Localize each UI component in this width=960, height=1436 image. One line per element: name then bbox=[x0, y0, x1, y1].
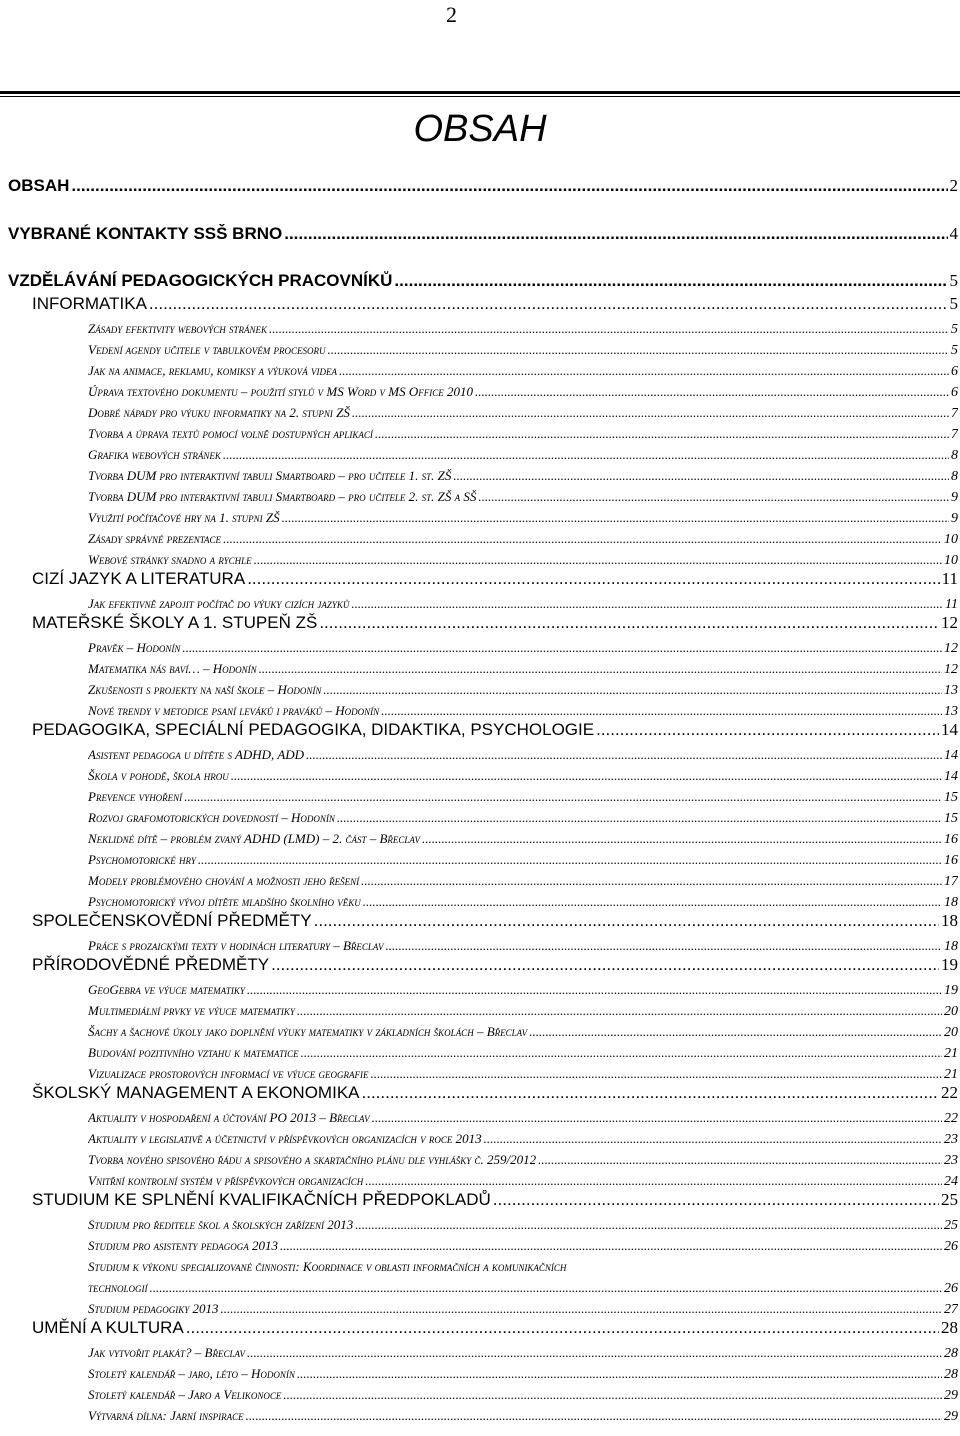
toc-entry-page: 20 bbox=[944, 1004, 958, 1019]
toc-entry-page: 14 bbox=[944, 769, 958, 784]
toc-entry-title: CIZÍ JAZYK A LITERATURA bbox=[32, 569, 246, 588]
toc-entry[interactable] bbox=[88, 852, 958, 869]
toc-leader-dots bbox=[297, 1366, 942, 1382]
toc-entry[interactable] bbox=[8, 271, 958, 291]
toc-entry-page: 15 bbox=[944, 790, 958, 805]
toc-entry[interactable] bbox=[88, 1345, 958, 1362]
toc-leader-dots bbox=[297, 1003, 942, 1019]
toc-leader-dots bbox=[221, 1301, 943, 1317]
toc-entry-page: 12 bbox=[944, 662, 958, 677]
toc-entry-title: Výtvarná dílna: Jarní inspirace bbox=[88, 1408, 244, 1423]
toc-leader-dots bbox=[231, 768, 942, 784]
toc-entry[interactable] bbox=[88, 810, 958, 827]
toc-entry-page: 20 bbox=[944, 1025, 958, 1040]
toc-leader-dots bbox=[247, 982, 942, 998]
toc-entry[interactable] bbox=[88, 1045, 958, 1062]
toc-entry[interactable] bbox=[88, 384, 958, 401]
toc-entry-title: Jak vytvořit plakát? – Břeclav bbox=[88, 1345, 246, 1360]
toc-entry[interactable] bbox=[88, 552, 958, 569]
toc-entry-title: Psychomotorický vývoj dítěte mladšího školního věku bbox=[88, 894, 361, 909]
toc-leader-dots bbox=[478, 489, 949, 505]
toc-entry[interactable] bbox=[88, 1387, 958, 1404]
toc-entry[interactable] bbox=[88, 747, 958, 764]
toc-entry-page: 26 bbox=[944, 1239, 958, 1254]
toc-leader-dots bbox=[323, 682, 942, 698]
toc-leader-dots bbox=[269, 321, 949, 337]
toc-entry[interactable] bbox=[88, 531, 958, 548]
toc-entry-title: Matematika nás baví… – Hodonín bbox=[88, 661, 257, 676]
toc-entry-page: 13 bbox=[944, 704, 958, 719]
toc-leader-dots bbox=[361, 873, 942, 889]
toc-leader-dots bbox=[394, 271, 947, 291]
toc-entry-title: Stoletý kalendář – jaro, léto – Hodonín bbox=[88, 1366, 295, 1381]
toc-leader-dots bbox=[529, 1024, 942, 1040]
toc-entry-title: Jak na animace, reklamu, komiksy a výuková videa bbox=[88, 363, 338, 378]
toc-leader-dots bbox=[271, 955, 939, 975]
toc-entry-title: Asistent pedagoga u dítěte s ADHD, ADD bbox=[88, 747, 305, 762]
toc-entry[interactable] bbox=[88, 363, 958, 380]
toc-entry-page: 19 bbox=[941, 955, 958, 974]
toc-entry-page: 5 bbox=[951, 322, 958, 337]
toc-leader-dots bbox=[186, 1318, 939, 1338]
toc-entry-page: 12 bbox=[944, 641, 958, 656]
toc-entry-page: 26 bbox=[944, 1281, 958, 1296]
toc-entry[interactable] bbox=[32, 613, 958, 633]
toc-leader-dots bbox=[422, 831, 942, 847]
toc-entry-page: 28 bbox=[941, 1318, 958, 1337]
toc-entry[interactable] bbox=[88, 1238, 958, 1255]
toc-entry[interactable] bbox=[88, 321, 958, 338]
toc-entry-page: 23 bbox=[944, 1153, 958, 1168]
toc-entry[interactable] bbox=[88, 1366, 958, 1383]
toc-leader-dots bbox=[283, 1387, 942, 1403]
toc-leader-dots bbox=[475, 384, 949, 400]
toc-entry[interactable] bbox=[88, 661, 958, 678]
toc-entry-title: GeoGebra ve výuce matematiky bbox=[88, 982, 245, 997]
toc-entry-title: Aktuality v legislativě a účetnictví v příspěvkových organizacích v roce 2013 bbox=[88, 1131, 482, 1146]
toc-entry-page: 11 bbox=[941, 569, 958, 588]
toc-entry-page: 17 bbox=[944, 874, 958, 889]
toc-entry-title: Webové stránky snadno a rychle bbox=[88, 552, 252, 567]
page-title: OBSAH bbox=[413, 108, 547, 150]
toc-entry-title: Studium pro ředitele škol a školských zařízení 2013 bbox=[88, 1217, 354, 1232]
toc-entry-page: 19 bbox=[944, 983, 958, 998]
toc-leader-dots bbox=[365, 1173, 942, 1189]
toc-entry-page: 28 bbox=[944, 1367, 958, 1382]
toc-entry-title: Nové trendy v metodice psaní leváků i praváků – Hodonín bbox=[88, 703, 380, 718]
toc-entry-title: Grafika webových stránek bbox=[88, 447, 221, 462]
toc-entry[interactable] bbox=[88, 1301, 958, 1318]
toc-entry-title: Dobré nápady pro výuku informatiky na 2. stupni ZŠ bbox=[88, 405, 350, 420]
toc-entry-page: 21 bbox=[944, 1067, 958, 1082]
toc-leader-dots bbox=[351, 596, 943, 612]
toc-entry-title: UMĚNÍ A KULTURA bbox=[32, 1318, 184, 1337]
toc-entry[interactable] bbox=[32, 294, 958, 314]
toc-entry-page: 29 bbox=[944, 1409, 958, 1424]
toc-entry-title: STUDIUM KE SPLNĚNÍ KVALIFIKAČNÍCH PŘEDPOKLADŮ bbox=[32, 1190, 491, 1209]
toc-entry[interactable] bbox=[88, 1131, 958, 1148]
toc-entry-page: 10 bbox=[944, 532, 958, 547]
toc-entry-page: 13 bbox=[944, 683, 958, 698]
toc-entry-title: Modely problémového chování a možnosti jeho řešení bbox=[88, 873, 360, 888]
toc-entry-title: Budování pozitivního vztahu k matematice bbox=[88, 1045, 299, 1060]
toc-entry-title: Psychomotorické hry bbox=[88, 852, 196, 867]
toc-entry-page: 8 bbox=[951, 448, 958, 463]
toc-entry-page: 23 bbox=[944, 1132, 958, 1147]
toc-entry-page: 9 bbox=[951, 490, 958, 505]
toc-entry[interactable] bbox=[32, 1083, 958, 1103]
toc-leader-dots bbox=[363, 894, 942, 910]
toc-leader-dots bbox=[254, 552, 942, 568]
toc-leader-dots bbox=[223, 531, 942, 547]
toc-entry-page: 28 bbox=[944, 1346, 958, 1361]
toc-leader-dots bbox=[184, 789, 942, 805]
toc-entry-title: PŘÍRODOVĚDNÉ PŘEDMĚTY bbox=[32, 955, 270, 974]
toc-leader-dots bbox=[71, 176, 947, 196]
toc-leader-dots bbox=[484, 1131, 942, 1147]
toc-entry[interactable] bbox=[88, 1066, 958, 1083]
toc-leader-dots bbox=[282, 510, 949, 526]
toc-entry-title: Zásady efektivity webových stránek bbox=[88, 321, 267, 336]
toc-entry-page: 8 bbox=[951, 469, 958, 484]
toc-entry-page: 25 bbox=[944, 1218, 958, 1233]
toc-entry[interactable] bbox=[88, 342, 958, 359]
toc-leader-dots bbox=[596, 720, 939, 740]
toc-entry-title: Tvorba DUM pro interaktivní tabuli Smartboard – pro učitele 1. st. ZŠ bbox=[88, 468, 452, 483]
page-number: 2 bbox=[446, 2, 457, 27]
toc-entry[interactable] bbox=[88, 831, 958, 848]
toc-entry-page: 24 bbox=[944, 1174, 958, 1189]
toc-leader-dots bbox=[453, 468, 949, 484]
toc-entry-title: OBSAH bbox=[8, 176, 70, 195]
toc-entry-title: Studium pedagogiky 2013 bbox=[88, 1301, 219, 1316]
toc-entry-page: 16 bbox=[944, 832, 958, 847]
toc-leader-dots bbox=[319, 613, 939, 633]
toc-entry[interactable] bbox=[88, 938, 958, 955]
toc-entry-page: 6 bbox=[951, 385, 958, 400]
toc-entry-title: Studium k výkonu specializované činnosti: Koordinace v oblasti informačních a komunikačních bbox=[88, 1259, 567, 1274]
toc-entry-page: 10 bbox=[944, 553, 958, 568]
toc-leader-dots bbox=[223, 447, 949, 463]
toc-leader-dots bbox=[150, 1280, 942, 1296]
toc-entry[interactable] bbox=[88, 1408, 958, 1425]
toc-leader-dots bbox=[149, 294, 948, 314]
toc-entry-page: 21 bbox=[944, 1046, 958, 1061]
toc-entry-page: 18 bbox=[944, 939, 958, 954]
toc-entry[interactable] bbox=[88, 982, 958, 999]
toc-entry-page: 6 bbox=[951, 364, 958, 379]
toc-entry[interactable] bbox=[88, 489, 958, 506]
toc-entry-title: Pravěk – Hodonín bbox=[88, 640, 181, 655]
toc-entry[interactable] bbox=[88, 1003, 958, 1020]
toc-entry-page: 15 bbox=[944, 811, 958, 826]
toc-leader-dots bbox=[538, 1152, 942, 1168]
toc-entry-title: ŠKOLSKÝ MANAGEMENT A EKONOMIKA bbox=[32, 1083, 360, 1102]
toc-entry-page: 29 bbox=[944, 1388, 958, 1403]
toc-entry-title: Aktuality v hospodaření a účtování PO 2013 – Břeclav bbox=[88, 1110, 370, 1125]
toc-entry[interactable] bbox=[32, 1318, 958, 1338]
toc-leader-dots bbox=[314, 911, 939, 931]
header-rule bbox=[0, 91, 960, 94]
toc-leader-dots bbox=[362, 1083, 940, 1103]
toc-leader-dots bbox=[280, 1238, 942, 1254]
toc-entry-page: 18 bbox=[941, 911, 958, 930]
toc-entry[interactable] bbox=[88, 894, 958, 911]
toc-entry-title: Stoletý kalendář – Jaro a Velikonoce bbox=[88, 1387, 282, 1402]
toc-entry-title: Vizualizace prostorových informací ve výuce geografie bbox=[88, 1066, 369, 1081]
toc-entry[interactable] bbox=[88, 596, 958, 613]
toc-leader-dots bbox=[355, 1217, 942, 1233]
toc-leader-dots bbox=[493, 1190, 939, 1210]
toc-entry-page: 2 bbox=[949, 176, 958, 195]
toc-entry-title: Vedení agendy učitele v tabulkovém procesoru bbox=[88, 342, 326, 357]
toc-entry-title: INFORMATIKA bbox=[32, 294, 147, 313]
toc-leader-dots bbox=[246, 1408, 942, 1424]
toc-leader-dots bbox=[247, 569, 939, 589]
toc-entry-title: Zásady správné prezentace bbox=[88, 531, 222, 546]
toc-entry-title: SPOLEČENSKOVĚDNÍ PŘEDMĚTY bbox=[32, 911, 312, 930]
toc-entry-title: Tvorba a úprava textů pomocí volně dostupných aplikací bbox=[88, 426, 373, 441]
toc-entry-title: Zkušenosti s projekty na naší škole – Hodonín bbox=[88, 682, 322, 697]
toc-entry[interactable] bbox=[88, 447, 958, 464]
toc-entry-title: Vnitřní kontrolní systém v příspěvkových organizacích bbox=[88, 1173, 364, 1188]
toc-entry[interactable] bbox=[88, 1024, 958, 1041]
toc-entry[interactable] bbox=[88, 426, 958, 443]
toc-entry[interactable] bbox=[88, 1280, 958, 1297]
toc-entry-page: 11 bbox=[945, 597, 958, 612]
toc-entry[interactable] bbox=[8, 176, 958, 196]
toc-entry-page: 25 bbox=[941, 1190, 958, 1209]
toc-leader-dots bbox=[306, 747, 942, 763]
toc-entry-page: 7 bbox=[951, 427, 958, 442]
toc-entry-title: Tvorba DUM pro interaktivní tabuli Smartboard – pro učitele 2. st. ZŠ a SŠ bbox=[88, 489, 477, 504]
toc-entry-title: Jak efektivně zapojit počítač do výuky cizích jazyků bbox=[88, 596, 350, 611]
toc-entry-page: 18 bbox=[944, 895, 958, 910]
toc-leader-dots bbox=[385, 938, 942, 954]
toc-entry-title: MATEŘSKÉ ŠKOLY A 1. STUPEŇ ZŠ bbox=[32, 613, 318, 632]
toc-entry[interactable] bbox=[88, 640, 958, 657]
toc-entry[interactable] bbox=[88, 405, 958, 422]
toc-entry-page: 22 bbox=[941, 1083, 958, 1102]
toc-entry[interactable] bbox=[32, 1190, 958, 1210]
toc-leader-dots bbox=[247, 1345, 942, 1361]
toc-entry[interactable] bbox=[88, 789, 958, 806]
toc-entry[interactable] bbox=[88, 873, 958, 890]
toc-leader-dots bbox=[352, 405, 949, 421]
toc-entry-page: 14 bbox=[941, 720, 958, 739]
toc-entry-title: PEDAGOGIKA, SPECIÁLNÍ PEDAGOGIKA, DIDAKTIKA, PSYCHOLOGIE bbox=[32, 720, 595, 739]
toc-entry-page: 4 bbox=[949, 224, 958, 243]
header-rule-secondary bbox=[0, 96, 960, 97]
toc-entry-page: 5 bbox=[951, 343, 958, 358]
toc-entry[interactable] bbox=[88, 1152, 958, 1169]
toc-entry-title: VYBRANÉ KONTAKTY SSŠ BRNO bbox=[8, 224, 283, 243]
toc-entry[interactable] bbox=[88, 1173, 958, 1190]
toc-entry-title: Prevence vyhoření bbox=[88, 789, 183, 804]
toc-entry[interactable] bbox=[32, 911, 958, 931]
toc-entry-title: Studium pro asistenty pedagoga 2013 bbox=[88, 1238, 278, 1253]
toc-entry[interactable] bbox=[88, 1217, 958, 1234]
toc-entry-page: 16 bbox=[944, 853, 958, 868]
toc-entry[interactable] bbox=[88, 768, 958, 785]
toc-entry-title: Multimediální prvky ve výuce matematiky bbox=[88, 1003, 295, 1018]
toc-entry-title: Šachy a šachové úkoly jako doplnění výuky matematiky v základních školách – Břeclav bbox=[88, 1024, 528, 1039]
toc-leader-dots bbox=[339, 363, 949, 379]
toc-entry[interactable] bbox=[88, 510, 958, 527]
toc-entry-page: 7 bbox=[951, 406, 958, 421]
toc-entry[interactable] bbox=[88, 1110, 958, 1127]
toc-entry[interactable] bbox=[32, 569, 958, 589]
toc-entry[interactable] bbox=[88, 1259, 958, 1275]
toc-entry-title: VZDĚLÁVÁNÍ PEDAGOGICKÝCH PRACOVNÍKŮ bbox=[8, 271, 393, 290]
toc-leader-dots bbox=[375, 426, 949, 442]
toc-entry-page: 9 bbox=[951, 511, 958, 526]
toc-entry[interactable] bbox=[32, 720, 958, 740]
toc-leader-dots bbox=[371, 1066, 942, 1082]
toc-leader-dots bbox=[337, 810, 942, 826]
toc-leader-dots bbox=[372, 1110, 942, 1126]
toc-entry-page: 5 bbox=[949, 294, 958, 313]
toc-entry-title: Práce s prozaickými texty v hodinách literatury – Břeclav bbox=[88, 938, 384, 953]
toc-leader-dots bbox=[284, 224, 947, 244]
toc-leader-dots bbox=[328, 342, 949, 358]
toc-entry-title: Neklidné dítě – problém zvaný ADHD (LMD) – 2. část – Břeclav bbox=[88, 831, 420, 846]
toc-entry-page: 27 bbox=[944, 1302, 958, 1317]
toc-entry-page: 14 bbox=[944, 748, 958, 763]
toc-entry-title: Využití počítačové hry na 1. stupni ZŠ bbox=[88, 510, 280, 525]
toc-entry-title: Rozvoj grafomotorických dovedností – Hodonín bbox=[88, 810, 335, 825]
toc-entry[interactable] bbox=[88, 468, 958, 485]
toc-leader-dots bbox=[182, 640, 942, 656]
toc-entry[interactable] bbox=[8, 224, 958, 244]
toc-entry-page: 22 bbox=[944, 1111, 958, 1126]
toc-leader-dots bbox=[198, 852, 942, 868]
toc-leader-dots bbox=[259, 661, 942, 677]
toc-entry[interactable] bbox=[88, 682, 958, 699]
toc-entry-title: Tvorba nového spisového řádu a spisového a skartačního plánu dle vyhlášky č. 259/2012 bbox=[88, 1152, 537, 1167]
toc-entry-page: 12 bbox=[941, 613, 958, 632]
toc-leader-dots bbox=[381, 703, 942, 719]
toc-entry-title: Úprava textového dokumentu – použití stylů v MS Word v MS Office 2010 bbox=[88, 384, 473, 399]
toc-entry[interactable] bbox=[32, 955, 958, 975]
toc-leader-dots bbox=[301, 1045, 942, 1061]
toc-entry-page: 5 bbox=[949, 271, 958, 290]
toc-entry-title: technologií bbox=[88, 1280, 148, 1295]
toc-entry-title: Škola v pohodě, škola hrou bbox=[88, 768, 229, 783]
toc-entry[interactable] bbox=[88, 703, 958, 720]
